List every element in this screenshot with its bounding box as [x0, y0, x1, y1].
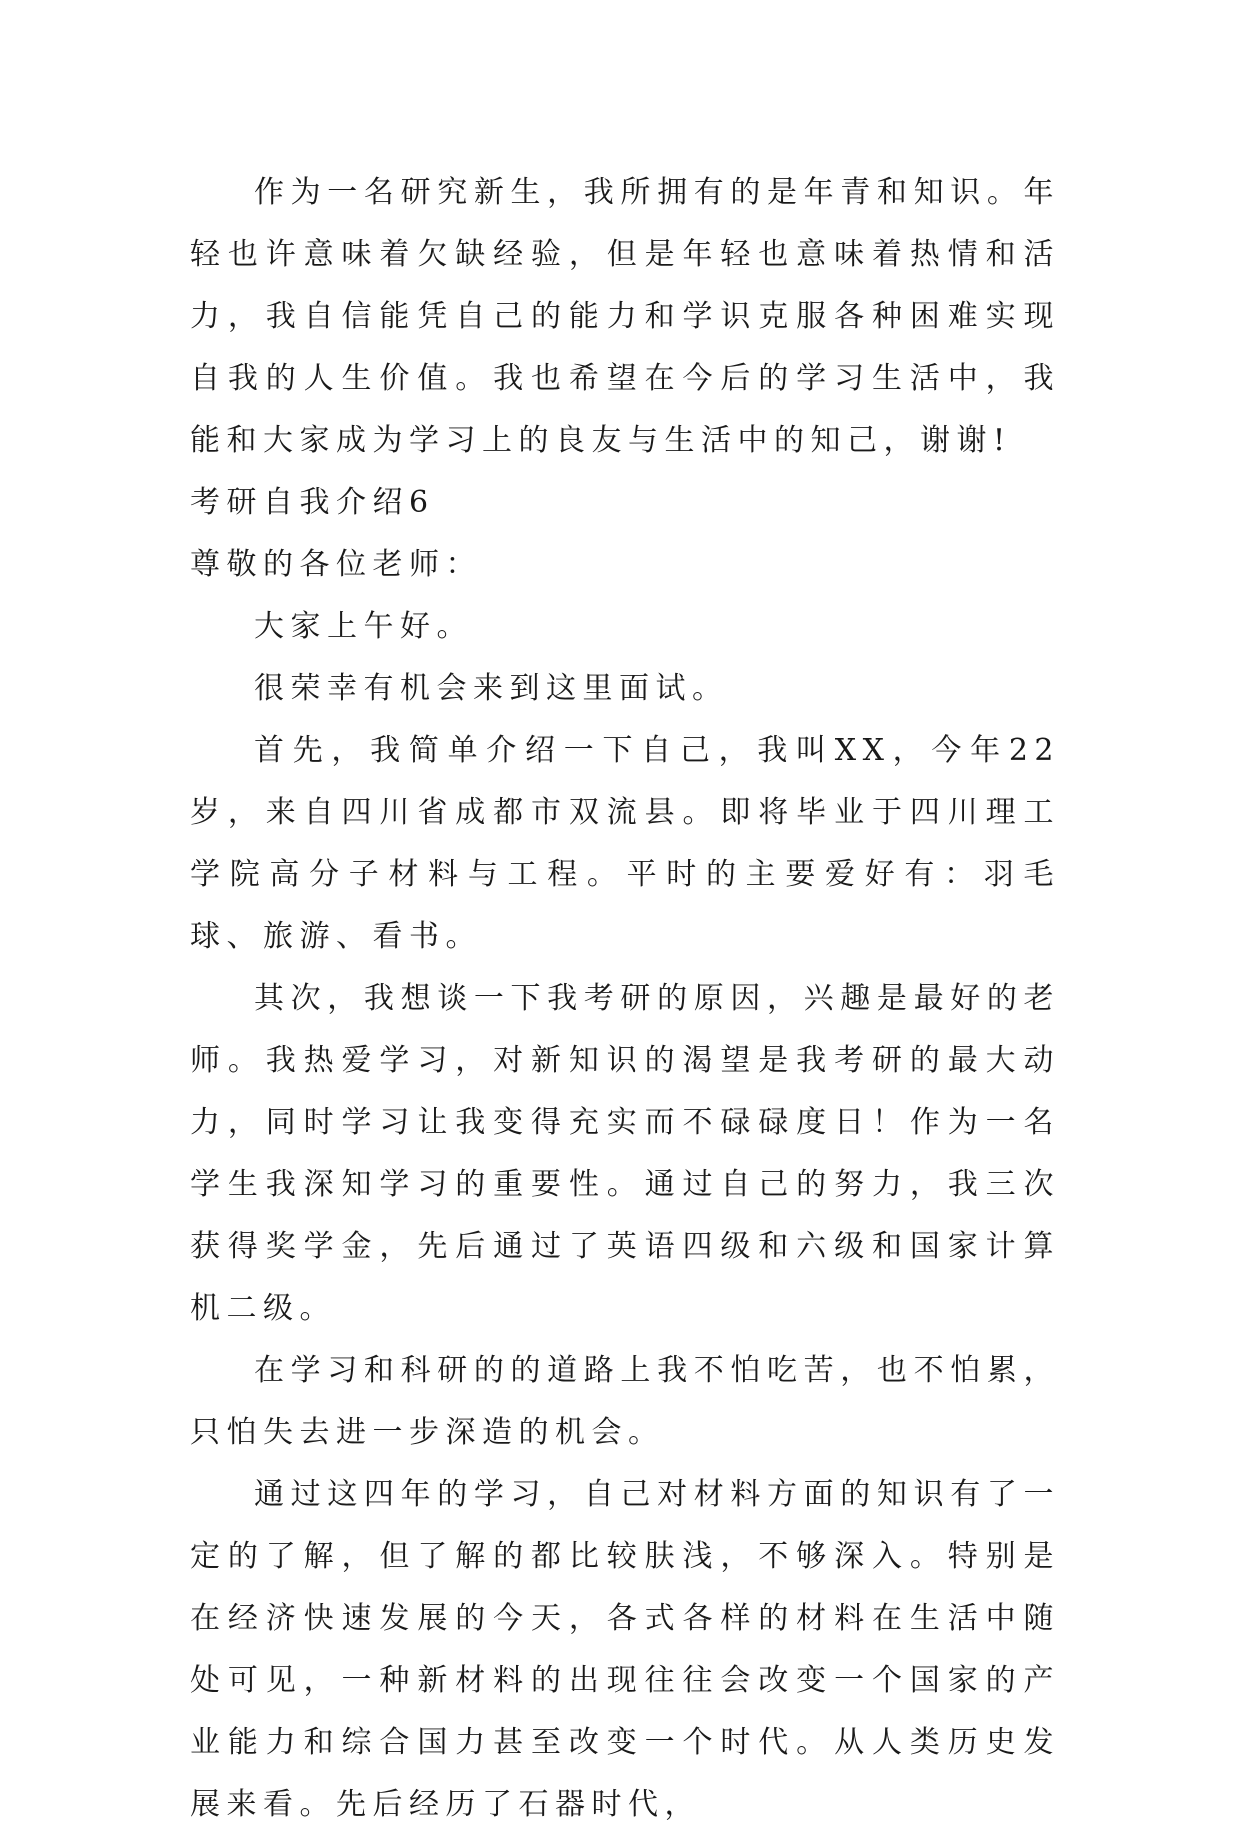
paragraph-materials: 通过这四年的学习，自己对材料方面的知识有了一定的了解，但了解的都比较肤浅，不够深入。特别是在经济快速发展的今天，各式各样的材料在生活中随处可见，一种新材料的出现往往会改变一个国家的产业能力和综合国力甚至改变一个时代。从人类历史发展来看。先后经历了石器时代，: [190, 1477, 1060, 1822]
salutation: 尊敬的各位老师：: [190, 547, 482, 582]
paragraph-honor: 很荣幸有机会来到这里面试。: [254, 671, 729, 706]
document-body: [190, 162, 1060, 1836]
paragraph-greeting: 大家上午好。: [254, 609, 473, 644]
paragraph-self-intro: 首先，我简单介绍一下自己，我叫XX，今年22岁，来自四川省成都市双流县。即将毕业于四川理工学院高分子材料与工程。平时的主要爱好有：羽毛球、旅游、看书。: [190, 733, 1060, 954]
section-heading: 考研自我介绍6: [190, 485, 435, 520]
paragraph-determination: 在学习和科研的的道路上我不怕吃苦，也不怕累，只怕失去进一步深造的机会。: [190, 1353, 1060, 1450]
paragraph-closing-statement: 作为一名研究新生，我所拥有的是年青和知识。年轻也许意味着欠缺经验，但是年轻也意味着热情和活力，我自信能凭自己的能力和学识克服各种困难实现自我的人生价值。我也希望在今后的学习生活中，我能和大家成为学习上的良友与生活中的知己，谢谢!: [190, 175, 1060, 458]
paragraph-motivation: 其次，我想谈一下我考研的原因，兴趣是最好的老师。我热爱学习，对新知识的渴望是我考研的最大动力，同时学习让我变得充实而不碌碌度日！作为一名学生我深知学习的重要性。通过自己的努力，我三次获得奖学金，先后通过了英语四级和六级和国家计算机二级。: [190, 981, 1060, 1326]
